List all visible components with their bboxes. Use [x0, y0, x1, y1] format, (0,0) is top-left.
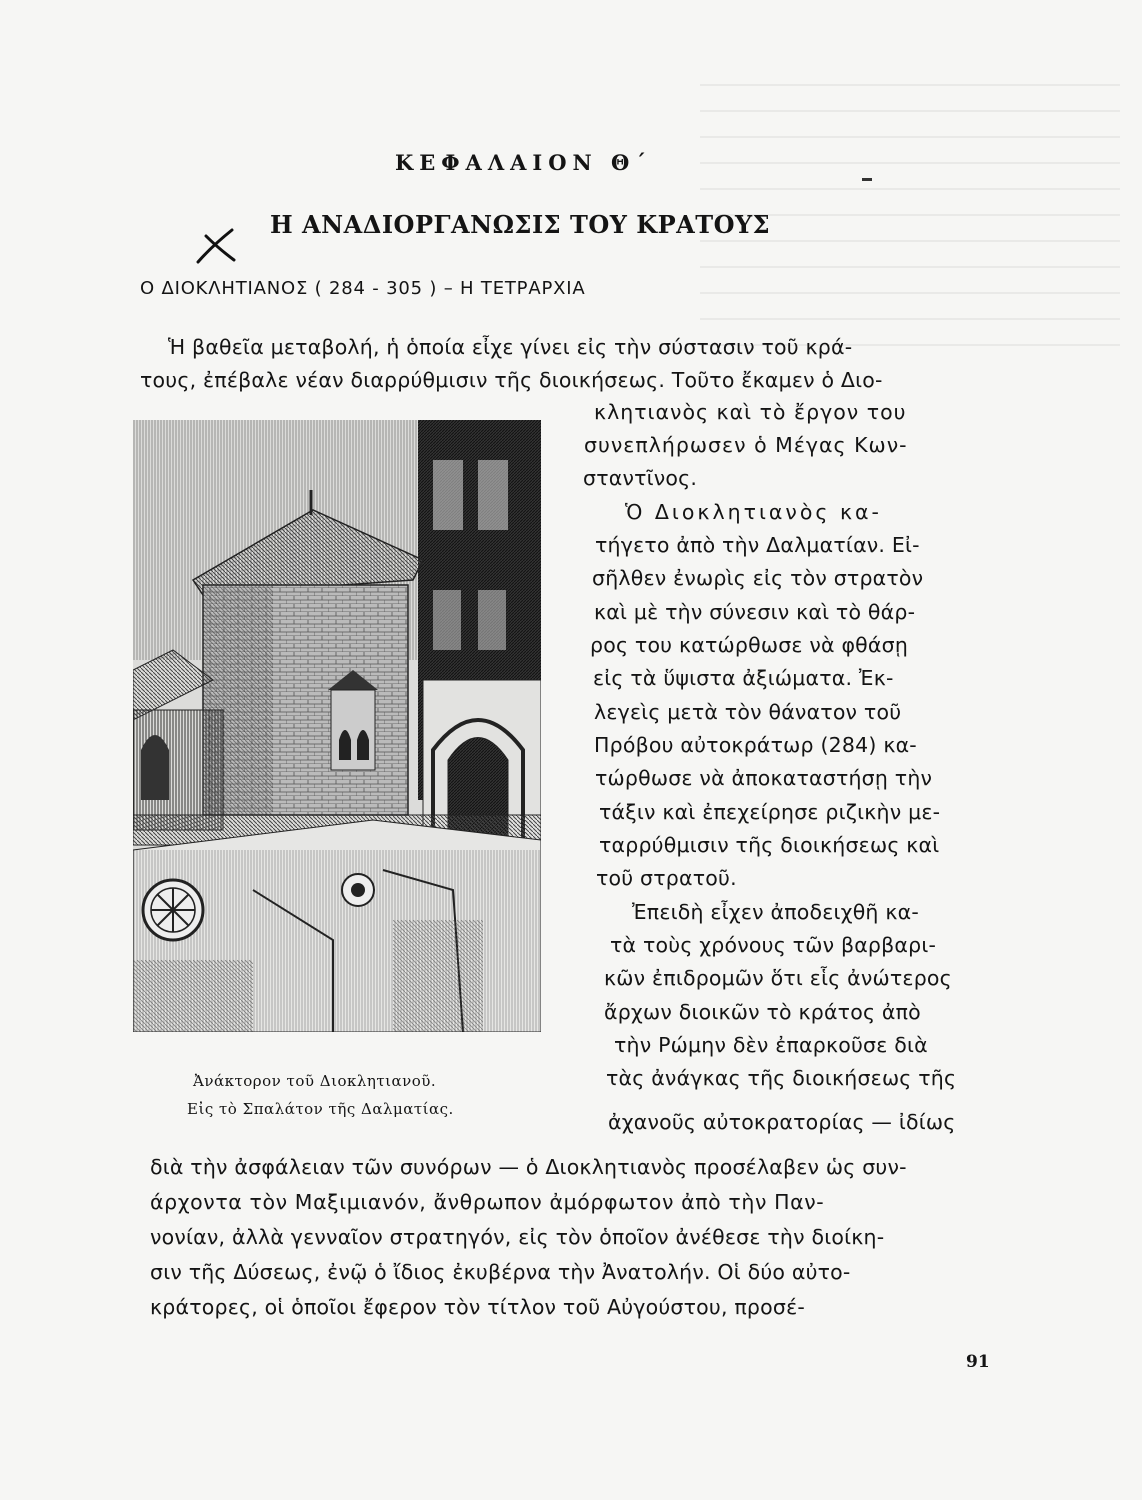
- text-line: τὴν Ρώμην δὲν ἐπαρκοῦσε διὰ: [614, 1033, 928, 1057]
- text-line: ἀχανοῦς αὐτοκρατορίας — ἰδίως: [608, 1110, 956, 1134]
- text-line: σῆλθεν ἐνωρὶς εἰς τὸν στρατὸν: [592, 566, 924, 590]
- text-line: τώρθωσε νὰ ἀποκαταστήσῃ τὴν: [595, 766, 933, 790]
- text-line: σταντῖνος.: [583, 466, 698, 490]
- text-line: λεγεὶς μετὰ τὸν θάνατον τοῦ: [594, 700, 902, 724]
- text-line: Πρόβου αὐτοκράτωρ (284) κα-: [594, 733, 917, 757]
- palace-illustration: [133, 420, 541, 1032]
- text-line: κλητιανὸς καὶ τὸ ἔργον του: [594, 400, 907, 424]
- figure-caption-line1: Ἀνάκτορον τοῦ Διοκλητιανοῦ.: [193, 1072, 437, 1090]
- figure-caption-line2: Εἰς τὸ Σπαλάτον τῆς Δαλματίας.: [187, 1100, 454, 1118]
- text-line: Ὁ Διοκλητιανὸς κα-: [625, 500, 882, 524]
- text-line: Ἐπειδὴ εἶχεν ἀποδειχθῆ κα-: [632, 900, 919, 924]
- chapter-title: Η ΑΝΑΔΙΟΡΓΑΝΩΣΙΣ ΤΟΥ ΚΡΑΤΟΥΣ: [270, 210, 771, 239]
- text-line: εἰς τὰ ὕψιστα ἀξιώματα. Ἐκ-: [593, 666, 894, 690]
- text-line: κράτορες, οἱ ὁποῖοι ἔφερον τὸν τίτλον τοῦ Αὐγούστου, προσέ-: [150, 1295, 805, 1319]
- section-title: Ο ΔΙΟΚΛΗΤΙΑΝΟΣ ( 284 - 305 ) – Η ΤΕΤΡΑΡΧΙΑ: [140, 278, 586, 299]
- text-line: ρος του κατώρθωσε νὰ φθάσῃ: [590, 633, 909, 657]
- text-line: ταρρύθμισιν τῆς διοικήσεως καὶ: [599, 833, 940, 857]
- text-line: τήγετο ἀπὸ τὴν Δαλματίαν. Εἰ-: [595, 533, 920, 557]
- text-line: τοῦ στρατοῦ.: [596, 866, 737, 890]
- handwritten-x-mark: [194, 226, 238, 266]
- text-line: νονίαν, ἀλλὰ γενναῖον στρατηγόν, εἰς τὸν ὁποῖον ἀνέθεσε τὴν διοίκη-: [150, 1225, 885, 1249]
- text-line: συνεπλήρωσεν ὁ Μέγας Κων-: [584, 433, 908, 457]
- text-line: τάξιν καὶ ἐπεχείρησε ριζικὴν με-: [599, 800, 941, 824]
- text-line: Ἡ βαθεῖα μεταβολή, ἡ ὁποία εἶχε γίνει εἰς τὴν σύστασιν τοῦ κρά-: [168, 335, 853, 359]
- page-number: 91: [966, 1352, 990, 1372]
- text-line: διὰ τὴν ἀσφάλειαν τῶν συνόρων — ὁ Διοκλητιανὸς προσέλαβεν ὡς συν-: [150, 1155, 907, 1179]
- text-line: άρχοντα τὸν Μαξιμιανόν, ἄνθρωπον ἀμόρφωτον ἀπὸ τὴν Παν-: [150, 1190, 825, 1214]
- text-line: τὰς ἀνάγκας τῆς διοικήσεως τῆς: [606, 1066, 957, 1090]
- text-line: σιν τῆς Δύσεως, ἐνῷ ὁ ἴδιος ἐκυβέρνα τὴν Ἀνατολήν. Οἱ δύο αὐτο-: [150, 1260, 851, 1284]
- palace-engraving: [133, 420, 541, 1032]
- text-line: ἄρχων διοικῶν τὸ κράτος ἀπὸ: [604, 1000, 921, 1024]
- text-line: τους, ἐπέβαλε νέαν διαρρύθμισιν τῆς διοικήσεως. Τοῦτο ἔκαμεν ὁ Διο-: [140, 368, 883, 392]
- text-line: καὶ μὲ τὴν σύνεσιν καὶ τὸ θάρ-: [594, 600, 916, 624]
- text-line: κῶν ἐπιδρομῶν ὅτι εἷς ἀνώτερος: [604, 966, 952, 990]
- pencil-dash-mark: [862, 178, 872, 181]
- chapter-heading: ΚΕΦΑΛΑΙΟΝ Θ΄: [395, 150, 652, 175]
- text-line: τὰ τοὺς χρόνους τῶν βαρβαρι-: [610, 933, 937, 957]
